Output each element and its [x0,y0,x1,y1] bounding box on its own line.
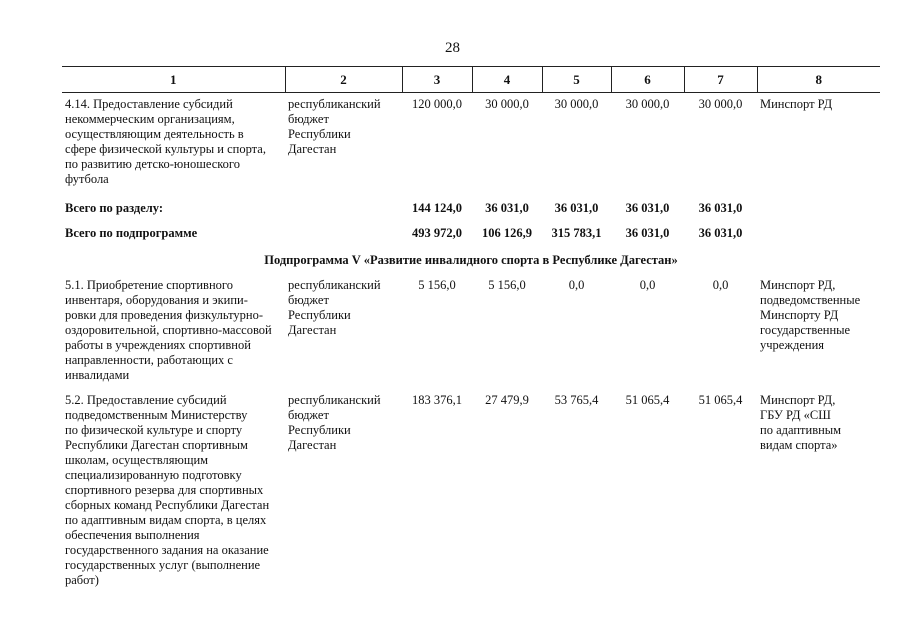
text-line: направленности, работающих с [65,353,233,367]
text-line: государственные [760,323,851,337]
amount-cell: 53 765,4 [554,393,599,407]
text-line: по развитию детско-юношеского [65,157,240,171]
amount-cell: 30 000,0 [554,97,599,111]
funding-source-cell [285,97,402,197]
table-header-row [62,67,880,93]
column-header: 1 [62,67,285,93]
text-line: государственного задания на оказание [65,543,269,557]
amount-cell: 120 000,0 [412,97,462,111]
funding-source-cell [285,278,402,393]
item-name-cell [62,393,285,598]
text-line: осуществляющим деятельность в [65,127,244,141]
amount-cell: 36 031,0 [485,201,529,215]
column-header: 2 [285,67,402,93]
text-line: подведомственные [760,293,861,307]
budget-table [62,66,880,598]
text-line: бюджет [288,112,329,126]
amount-cell: 36 031,0 [554,201,599,215]
text-line: спортивного резерва для спортивных [65,483,264,497]
total-label: Всего по разделу: [65,201,164,215]
text-line: республиканский [288,97,381,111]
text-line: Республики [288,423,351,437]
subprogram-total-row [62,222,880,247]
amount-cell: 30 000,0 [698,97,743,111]
text-line: Минспорту РД [760,308,839,322]
amount-cell: 0,0 [639,278,656,292]
amount-cell: 27 479,9 [485,393,529,407]
executor-cell [757,97,880,197]
column-header: 7 [684,67,757,93]
amount-cell: 51 065,4 [625,393,670,407]
column-header: 4 [472,67,542,93]
table-row [62,393,880,598]
text-line: по адаптивным видам спорта, в целях [65,513,267,527]
item-name-cell [62,278,285,393]
text-line: сборных команд Республики Дагестан [65,498,270,512]
total-label: Всего по подпрограмме [65,226,198,240]
column-header: 6 [611,67,684,93]
text-line: видам спорта» [760,438,838,452]
amount-cell: 51 065,4 [698,393,743,407]
text-line: специализированную подготовку [65,468,242,482]
text-line: подведомственным Министерству [65,408,248,422]
amount-cell: 183 376,1 [412,393,462,407]
column-header: 3 [402,67,472,93]
text-line: школам, осуществляющим [65,453,209,467]
amount-cell: 36 031,0 [625,201,670,215]
text-line: 5.1. Приобретение спортивного [65,278,233,292]
amount-cell: 36 031,0 [698,226,743,240]
text-line: обеспечения выполнения [65,528,200,542]
text-line: республиканский [288,278,381,292]
executor-cell [757,278,880,393]
amount-cell: 30 000,0 [625,97,670,111]
amount-cell: 30 000,0 [485,97,529,111]
text-line: некоммерческим организациям, [65,112,235,126]
text-line: Минспорт РД, [760,278,836,292]
amount-cell: 315 783,1 [551,226,602,240]
text-line: сфере физической культуры и спорта, [65,142,266,156]
executor-cell [757,393,880,598]
column-header: 5 [542,67,611,93]
text-line: Дагестан [288,438,337,452]
amount-cell: 0,0 [712,278,729,292]
item-name-cell [62,97,285,197]
text-line: инвентаря, оборудования и экипи- [65,293,248,307]
text-line: учреждения [760,338,825,352]
text-line: Республики [288,127,351,141]
subprogram-title: Подпрограмма V «Развитие инвалидного спорта в Республике Дагестан» [264,253,678,267]
text-line: бюджет [288,293,329,307]
text-line: оздоровительной, спортивно-массовой [65,323,272,337]
amount-cell: 36 031,0 [698,201,743,215]
page-number: 28 [445,40,460,56]
amount-cell: 36 031,0 [625,226,670,240]
text-line: ровки для проведения физкультурно- [65,308,264,322]
text-line: республиканский [288,393,381,407]
subprogram-title-row [62,247,880,278]
amount-cell: 144 124,0 [412,201,462,215]
amount-cell: 493 972,0 [412,226,462,240]
text-line: ГБУ РД «СШ [760,408,831,422]
text-line: Дагестан [288,142,337,156]
text-line: по адаптивным [760,423,842,437]
column-header: 8 [757,67,880,93]
text-line: государственных услуг (выполнение [65,558,261,572]
text-line: Республики Дагестан спортивным [65,438,248,452]
text-line: инвалидами [65,368,130,382]
section-total-row [62,197,880,222]
text-line: 4.14. Предоставление субсидий [65,97,233,111]
amount-cell: 106 126,9 [482,226,532,240]
amount-cell: 5 156,0 [488,278,526,292]
text-line: 5.2. Предоставление субсидий [65,393,227,407]
table-row [62,97,880,197]
text-line: работы в учреждениях спортивной [65,338,251,352]
text-line: Республики [288,308,351,322]
text-line: футбола [65,172,109,186]
text-line: по физической культуре и спорту [65,423,243,437]
funding-source-cell [285,393,402,598]
text-line: Минспорт РД, [760,393,836,407]
text-line: Дагестан [288,323,337,337]
text-line: работ) [65,573,99,587]
amount-cell: 5 156,0 [418,278,456,292]
amount-cell: 0,0 [568,278,585,292]
text-line: бюджет [288,408,329,422]
text-line: Минспорт РД [760,97,833,111]
table-row [62,278,880,393]
